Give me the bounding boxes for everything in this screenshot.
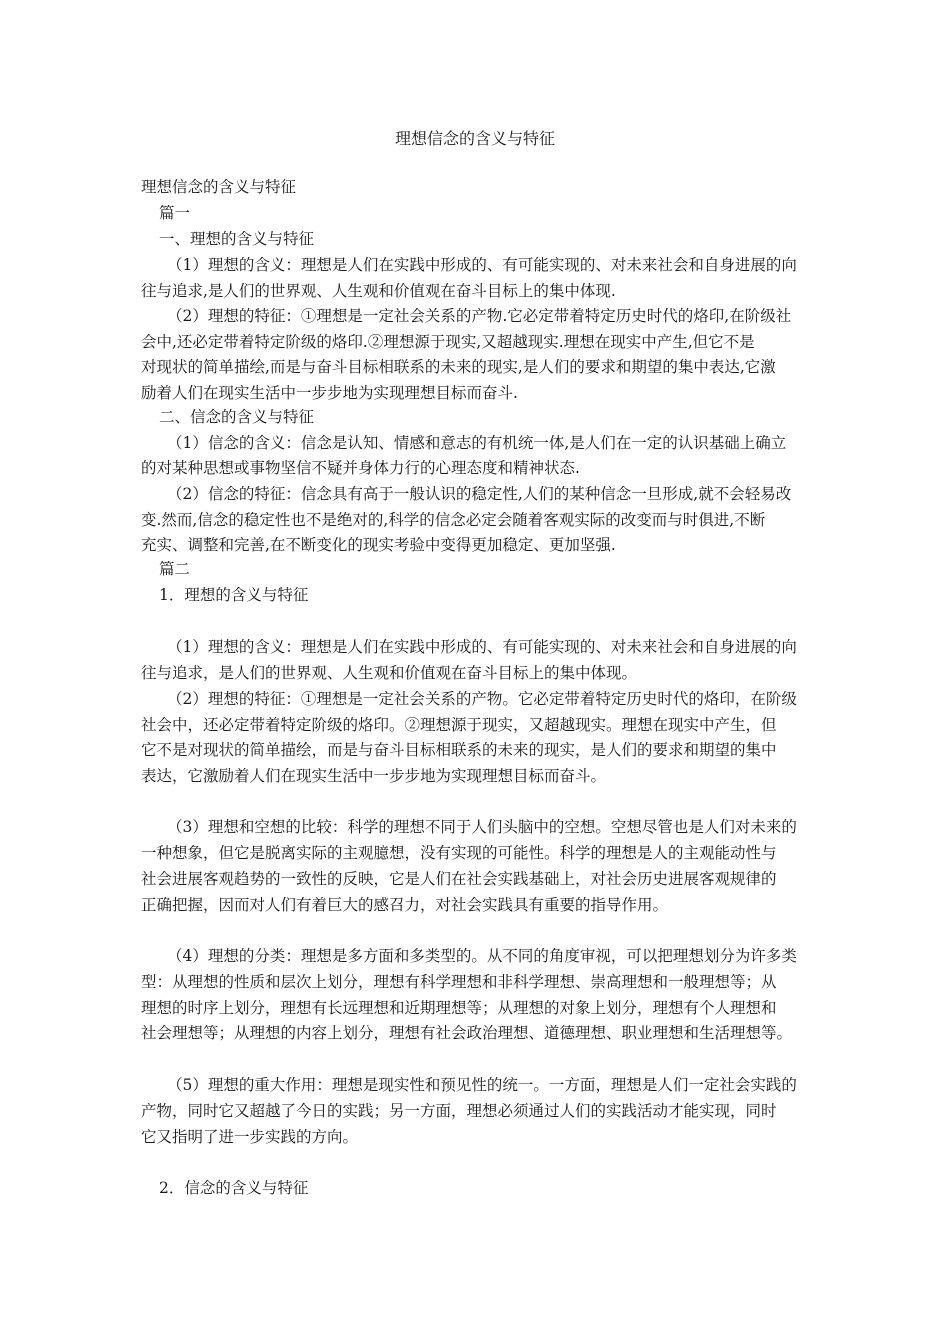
paragraph-line: 变.然而,信念的稳定性也不是绝对的,科学的信念必定会随着客观实际的改变而与时俱进,不断 (141, 511, 766, 529)
section-heading: 二、信念的含义与特征 (159, 408, 315, 426)
paragraph-line: 会中,还必定带着特定阶级的烙印.②理想源于现实,又超越现实.理想在现实中产生,但它不是 (141, 333, 755, 351)
paragraph-line: 往与追求,是人们的世界观、人生观和价值观在奋斗目标上的集中体现. (141, 282, 616, 300)
paragraph-line: 往与追求，是人们的世界观、人生观和价值观在奋斗目标上的集中体现。 (141, 664, 638, 682)
paragraph-line: 社会中，还必定带着特定阶级的烙印。②理想源于现实，又超越现实。理想在现实中产生，但 (141, 716, 777, 734)
paragraph-line: （2）信念的特征：信念具有高于一般认识的稳定性,人们的某种信念一旦形成,就不会轻易改 (167, 485, 792, 503)
paragraph-line: 型：从理想的性质和层次上划分，理想有科学理想和非科学理想、崇高理想和一般理想等；从 (141, 973, 777, 991)
paragraph-line: （2）理想的特征：①理想是一定社会关系的产物。它必定带着特定历史时代的烙印，在阶级 (167, 690, 797, 708)
paragraph-line: （3）理想和空想的比较：科学的理想不同于人们头脑中的空想。空想尽管也是人们对未来的 (167, 818, 797, 836)
paragraph-line: 社会理想等；从理想的内容上划分，理想有社会政治理想、道德理想、职业理想和生活理想等。 (141, 1024, 793, 1042)
paragraph-line: （1）信念的含义：信念是认知、情感和意志的有机统一体,是人们在一定的认识基础上确立 (167, 434, 787, 452)
document-title: 理想信念的含义与特征 (394, 129, 555, 148)
section-heading: 2．信念的含义与特征 (159, 1179, 309, 1197)
paragraph-line: 它又指明了进一步实践的方向。 (141, 1128, 359, 1146)
paragraph-line: 它不是对现状的简单描绘，而是与奋斗目标相联系的未来的现实，是人们的要求和期望的集中 (141, 741, 777, 759)
paragraph-line: 对现状的简单描绘,而是与奋斗目标相联系的未来的现实,是人们的要求和期望的集中表达,它激 (141, 358, 776, 376)
paragraph-line: 一种想象，但它是脱离实际的主观臆想，没有实现的可能性。科学的理想是人的主观能动性与 (141, 844, 777, 862)
heading: 理想信念的含义与特征 (141, 178, 297, 196)
paragraph-line: 励着人们在现实生活中一步步地为实现理想目标而奋斗. (141, 384, 518, 402)
section-heading: 1．理想的含义与特征 (159, 586, 309, 604)
paragraph-line: （1）理想的含义：理想是人们在实践中形成的、有可能实现的、对未来社会和自身进展的向 (167, 638, 797, 656)
part2-label: 篇二 (159, 560, 191, 578)
part1-label: 篇一 (159, 204, 191, 222)
paragraph-line: （2）理想的特征：①理想是一定社会关系的产物.它必定带着特定历史时代的烙印,在阶级社 (167, 307, 792, 325)
paragraph-line: （5）理想的重大作用：理想是现实性和预见性的统一。一方面，理想是人们一定社会实践的 (167, 1076, 797, 1094)
paragraph-line: （4）理想的分类：理想是多方面和多类型的。从不同的角度审视，可以把理想划分为许多类 (167, 947, 797, 965)
paragraph-line: 充实、调整和完善,在不断变化的现实考验中变得更加稳定、更加坚强. (141, 536, 616, 554)
paragraph-line: （1）理想的含义：理想是人们在实践中形成的、有可能实现的、对未来社会和自身进展的向 (167, 256, 797, 274)
paragraph-line: 正确把握，因而对人们有着巨大的感召力，对社会实践具有重要的指导作用。 (141, 896, 669, 914)
paragraph-line: 理想的时序上划分，理想有长远理想和近期理想等；从理想的对象上划分，理想有个人理想和 (141, 999, 777, 1017)
paragraph-line: 产物，同时它又超越了今日的实践；另一方面，理想必须通过人们的实践活动才能实现，同时 (141, 1102, 777, 1120)
paragraph-line: 的对某种思想或事物坚信不疑并身体力行的心理态度和精神状态. (141, 459, 580, 477)
paragraph-line: 社会进展客观趋势的一致性的反映，它是人们在社会实践基础上，对社会历史进展客观规律的 (141, 870, 777, 888)
paragraph-line: 表达，它激励着人们在现实生活中一步步地为实现理想目标而奋斗。 (141, 767, 607, 785)
section-heading: 一、理想的含义与特征 (159, 230, 315, 248)
